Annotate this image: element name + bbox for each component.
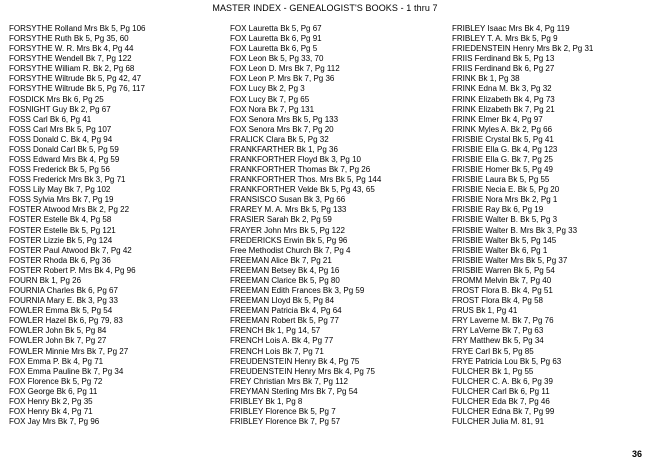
index-entry: FRY Matthew Bk 5, Pg 34	[452, 336, 544, 346]
index-entry: FROST Flora B. Bk 4, Pg 51	[452, 286, 553, 296]
index-entry: FOURNIA Charles Bk 6, Pg 67	[9, 286, 118, 296]
index-entry: FRISBIE Laura Bk 5, Pg 55	[452, 175, 550, 185]
index-entry: FOWLER Hazel Bk 6, Pg 79, 83	[9, 316, 123, 326]
index-entry: FULCHER Bk 1, Pg 55	[452, 366, 534, 376]
index-entry: FRISBIE Homer Bk 5, Pg 49	[452, 165, 553, 175]
index-entry: FOSTER Estelle Bk 5, Pg 121	[9, 225, 116, 235]
index-entry: FOSNIGHT Guy Bk 2, Pg 67	[9, 104, 111, 114]
index-entry: FOX Leon D. Mrs Bk 7, Pg 112	[230, 64, 340, 74]
index-entry: FOWLER Minnie Mrs Bk 7, Pg 27	[9, 346, 129, 356]
index-entry: FOX Lucy Bk 7, Pg 65	[230, 94, 310, 104]
index-entry: FRISBIE Walter Bk 5, Pg 145	[452, 235, 557, 245]
index-entry: FOX Lauretta Bk 6, Pg 5	[230, 44, 318, 54]
index-entry: FOX Henry Bk 2, Pg 35	[9, 396, 93, 406]
page-title: MASTER INDEX - GENEALOGIST'S BOOKS - 1 thru 7	[212, 3, 438, 13]
index-entry: FOX Senora Mrs Bk 5, Pg 133	[230, 114, 339, 124]
index-entry: FORSYTHE Wendell Bk 7, Pg 122	[9, 54, 132, 64]
index-entry: FRANKFARTHER Bk 1, Pg 36	[230, 144, 338, 154]
index-entry: FRIEDENSTEIN Henry Mrs Bk 2, Pg 31	[452, 44, 594, 54]
index-entry: FREUDENSTEIN Henry Bk 4, Pg 75	[230, 356, 360, 366]
index-entry: FULCHER Eda Bk 7, Pg 46	[452, 396, 550, 406]
index-column-1	[9, 24, 224, 427]
index-entry: FRENCH Bk 1, Pg 14, 57	[230, 326, 321, 336]
index-entry: FOSS Frederick Bk 5, Pg 56	[9, 165, 110, 175]
index-entry: FRANKFORTHER Floyd Bk 3, Pg 10	[230, 155, 361, 165]
index-entry: FOX Leon P. Mrs Bk 7, Pg 36	[230, 74, 335, 84]
index-entry: FREEMAN Betsey Bk 4, Pg 16	[230, 265, 340, 275]
index-entry: FOSTER Robert P. Mrs Bk 4, Pg 96	[9, 265, 136, 275]
index-entry: FREY Christian Mrs Bk 7, Pg 112	[230, 376, 348, 386]
index-entry: FOX Lauretta Bk 6, Pg 91	[230, 34, 322, 44]
index-entry: FREEMAN Alice Bk 7, Pg 21	[230, 255, 332, 265]
index-entry: FRINK Bk 1, Pg 38	[452, 74, 520, 84]
index-entry: FRISBIE Walter B. Mrs Bk 3, Pg 33	[452, 225, 578, 235]
index-entry: FRISBIE Nora Mrs Bk 2, Pg 1	[452, 195, 558, 205]
index-entry: FRINK Elmer Bk 4, Pg 97	[452, 114, 543, 124]
index-entry: Free Methodist Church Bk 7, Pg 4	[230, 245, 351, 255]
index-entry: FRENCH Lois A. Bk 4, Pg 77	[230, 336, 334, 346]
index-entry: FOX Senora Mrs Bk 7, Pg 20	[230, 124, 334, 134]
index-entry: FULCHER Carl Bk 6, Pg 11	[452, 386, 550, 396]
index-entry: FOURNIA Mary E. Bk 3, Pg 33	[9, 296, 118, 306]
index-entry: FOSTER Lizzie Bk 5, Pg 124	[9, 235, 113, 245]
index-entry: FORSYTHE Wiltrude Bk 5, Pg 76, 117	[9, 84, 145, 94]
index-entry: FRY Laverne M. Bk 7, Pg 76	[452, 316, 554, 326]
index-entry: FRY LaVerne Bk 7, Pg 63	[452, 326, 544, 336]
index-entry: FOX Lucy Bk 2, Pg 3	[230, 84, 305, 94]
index-entry: FRINK Edna M. Bk 3, Pg 32	[452, 84, 552, 94]
index-entry: FOSTER Atwood Mrs Bk 2, Pg 22	[9, 205, 130, 215]
index-entry: FOX Jay Mrs Bk 7, Pg 96	[9, 417, 100, 427]
index-entry: FORSYTHE Rolland Mrs Bk 5, Pg 106	[9, 24, 146, 33]
index-entry: FOSS Lily May Bk 7, Pg 102	[9, 185, 111, 195]
index-entry: FOX Henry Bk 4, Pg 71	[9, 406, 93, 416]
index-entry: FRISBIE Warren Bk 5, Pg 54	[452, 265, 555, 275]
index-entry: FORSYTHE William R. Bk 2, Pg 68	[9, 64, 135, 74]
index-entry: FRAREY M. A. Mrs Bk 5, Pg 133	[230, 205, 347, 215]
index-entry: FOX Emma Pauline Bk 7, Pg 34	[9, 366, 124, 376]
index-entry: FRALICK Clara Bk 5, Pg 32	[230, 134, 329, 144]
index-entry: FOSS Donald Carl Bk 5, Pg 59	[9, 144, 119, 154]
index-entry: FREEMAN Lloyd Bk 5, Pg 84	[230, 296, 335, 306]
index-entry: FREEMAN Clarice Bk 5, Pg 80	[230, 275, 340, 285]
index-entry: FRYE Carl Bk 5, Pg 85	[452, 346, 534, 356]
index-entry: FOX Emma P. Bk 4, Pg 71	[9, 356, 104, 366]
index-entry: FRANSISCO Susan Bk 3, Pg 66	[230, 195, 346, 205]
index-entry: FRINK Elizabeth Bk 7, Pg 21	[452, 104, 555, 114]
index-entry: FRASIER Sarah Bk 2, Pg 59	[230, 215, 332, 225]
index-entry: FRUS Bk 1, Pg 41	[452, 306, 518, 316]
index-entry: FORSYTHE Wiltrude Bk 5, Pg 42, 47	[9, 74, 142, 84]
index-entry: FRAYER John Mrs Bk 5, Pg 122	[230, 225, 346, 235]
index-entry: FRISBIE Ella G. Bk 4, Pg 123	[452, 144, 558, 154]
index-entry: FOX Florence Bk 5, Pg 72	[9, 376, 103, 386]
index-entry: FRIBLEY T. A. Mrs Bk 5, Pg 9	[452, 34, 558, 44]
index-entry: FRISBIE Walter B. Bk 5, Pg 3	[452, 215, 558, 225]
index-entry: FOSTER Paul Atwood Bk 7, Pg 42	[9, 245, 132, 255]
index-entry: FOWLER John Bk 5, Pg 84	[9, 326, 107, 336]
index-entry: FRIBLEY Isaac Mrs Bk 4, Pg 119	[452, 24, 570, 33]
index-entry: FRYE Patricia Lou Bk 5, Pg 63	[452, 356, 562, 366]
index-entry: FRISBIE Necia E. Bk 5, Pg 20	[452, 185, 560, 195]
index-column-2	[230, 24, 445, 427]
index-entry: FRISBIE Walter Mrs Bk 5, Pg 37	[452, 255, 568, 265]
index-entry: FROST Flora Bk 4, Pg 58	[452, 296, 543, 306]
index-entry: FULCHER Julia M. 81, 91	[452, 417, 545, 427]
index-entry: FULCHER Edna Bk 7, Pg 99	[452, 406, 555, 416]
index-entry: FORSYTHE W. R. Mrs Bk 4, Pg 44	[9, 44, 134, 54]
index-entry: FOSS Frederick Mrs Bk 3, Pg 71	[9, 175, 126, 185]
index-entry: FRISBIE Crystal Bk 5, Pg 41	[452, 134, 554, 144]
index-entry: FOWLER Emma Bk 5, Pg 54	[9, 306, 113, 316]
index-entry: FOX Lauretta Bk 5, Pg 67	[230, 24, 322, 33]
index-entry: FOSS Edward Mrs Bk 4, Pg 59	[9, 155, 120, 165]
index-column-3	[452, 24, 648, 427]
index-entry: FRANKFORTHER Thomas Bk 7, Pg 26	[230, 165, 371, 175]
index-entry: FRIBLEY Florence Bk 7, Pg 57	[230, 417, 341, 427]
index-entry: FRIIS Ferdinand Bk 6, Pg 27	[452, 64, 555, 74]
index-entry: FOSTER Rhoda Bk 6, Pg 36	[9, 255, 111, 265]
index-entry: FOSTER Estelle Bk 4, Pg 58	[9, 215, 112, 225]
index-entry: FOSS Carl Mrs Bk 5, Pg 107	[9, 124, 112, 134]
index-entry: FRIIS Ferdinand Bk 5, Pg 13	[452, 54, 555, 64]
index-entry: FRANKFORTHER Thos. Mrs Bk 5, Pg 144	[230, 175, 382, 185]
index-entry: FOSS Carl Bk 6, Pg 41	[9, 114, 92, 124]
index-entry: FRIBLEY Bk 1, Pg 8	[230, 396, 303, 406]
index-entry: FROMM Melvin Bk 7, Pg 40	[452, 275, 552, 285]
index-entry: FRINK Elizabeth Bk 4, Pg 73	[452, 94, 555, 104]
index-entry: FORSYTHE Ruth Bk 5, Pg 35, 60	[9, 34, 129, 44]
index-entry: FRINK Myles A. Bk 2, Pg 66	[452, 124, 553, 134]
index-entry: FRIBLEY Florence Bk 5, Pg 7	[230, 406, 336, 416]
index-entry: FULCHER C. A. Bk 6, Pg 39	[452, 376, 553, 386]
index-entry: FRANKFORTHER Velde Bk 5, Pg 43, 65	[230, 185, 375, 195]
index-entry: FREEMAN Robert Bk 5, Pg 77	[230, 316, 339, 326]
index-entry: FREDERICKS Erwin Bk 5, Pg 96	[230, 235, 348, 245]
index-entry: FOX Leon Bk 5, Pg 33, 70	[230, 54, 324, 64]
index-entry: FRENCH Lois Bk 7, Pg 71	[230, 346, 324, 356]
index-entry: FOWLER John Bk 7, Pg 27	[9, 336, 107, 346]
index-entry: FREYMAN Sterling Mrs Bk 7, Pg 54	[230, 386, 358, 396]
index-entry: FOSDICK Mrs Bk 6, Pg 25	[9, 94, 104, 104]
index-entry: FRISBIE Walter Bk 6, Pg 1	[452, 245, 548, 255]
index-entry: FRISBIE Ella G. Bk 7, Pg 25	[452, 155, 553, 165]
index-entry: FOSS Sylvia Mrs Bk 7, Pg 19	[9, 195, 114, 205]
index-entry: FOX George Bk 6, Pg 11	[9, 386, 98, 396]
page-number: 36	[631, 449, 642, 459]
index-entry: FREEMAN Edith Frances Bk 3, Pg 59	[230, 286, 365, 296]
index-entry: FREUDENSTEIN Henry Mrs Bk 4, Pg 75	[230, 366, 375, 376]
index-entry: FREEMAN Patricia Bk 4, Pg 64	[230, 306, 342, 316]
index-entry: FRISBIE Ray Bk 6, Pg 19	[452, 205, 544, 215]
index-entry: FOX Nora Bk 7, Pg 131	[230, 104, 315, 114]
index-entry: FOSS Donald C. Bk 4, Pg 94	[9, 134, 113, 144]
index-entry: FOURN Bk 1, Pg 26	[9, 275, 82, 285]
